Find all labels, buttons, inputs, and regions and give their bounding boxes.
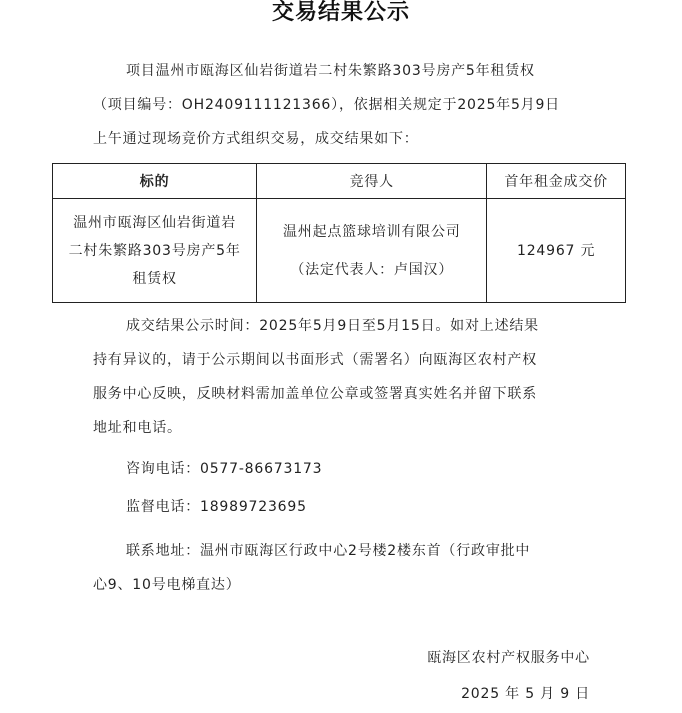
intro-line: （项目编号：OH2409111121366），依据相关规定于2025年5月9日 bbox=[93, 97, 560, 113]
consult-phone: 咨询电话：0577-86673173 bbox=[126, 461, 323, 477]
supervise-phone: 监督电话：18989723695 bbox=[126, 499, 307, 515]
signature-org: 瓯海区农村产权服务中心 bbox=[427, 650, 590, 666]
notice-line: 地址和电话。 bbox=[93, 420, 182, 436]
table-row bbox=[53, 199, 626, 303]
subject-line: 二村朱繁路303号房产5年 bbox=[68, 242, 241, 259]
header-subject: 标的 bbox=[53, 164, 257, 199]
cell-price: 124967 元 bbox=[487, 199, 626, 303]
cell-winner bbox=[257, 199, 487, 303]
contact-address bbox=[93, 534, 593, 602]
result-table bbox=[52, 163, 626, 303]
intro-paragraph bbox=[93, 54, 593, 156]
table-header-row bbox=[53, 164, 626, 199]
intro-line: 项目温州市瓯海区仙岩街道岩二村朱繁路303号房产5年租赁权 bbox=[126, 63, 535, 79]
page-title: 交易结果公示 bbox=[271, 0, 410, 25]
winner-name: 温州起点篮球培训有限公司 bbox=[282, 223, 461, 240]
signature-date: 2025 年 5 月 9 日 bbox=[461, 686, 590, 702]
intro-line: 上午通过现场竞价方式组织交易，成交结果如下： bbox=[93, 131, 419, 147]
address-line: 联系地址：温州市瓯海区行政中心2号楼2楼东首（行政审批中 bbox=[126, 543, 531, 559]
header-price: 首年租金成交价 bbox=[487, 164, 626, 199]
address-line: 心9、10号电梯直达） bbox=[93, 577, 241, 593]
subject-line: 温州市瓯海区仙岩街道岩 bbox=[73, 214, 237, 231]
notice-line: 服务中心反映，反映材料需加盖单位公章或签署真实姓名并留下联系 bbox=[93, 386, 537, 402]
notice-line: 持有异议的，请于公示期间以书面形式（需署名）向瓯海区农村产权 bbox=[93, 352, 537, 368]
notice-paragraph bbox=[93, 309, 593, 445]
cell-subject bbox=[53, 199, 257, 303]
winner-representative: （法定代表人：卢国汉） bbox=[290, 261, 454, 278]
header-winner: 竞得人 bbox=[257, 164, 487, 199]
notice-line: 成交结果公示时间：2025年5月9日至5月15日。如对上述结果 bbox=[126, 318, 539, 334]
subject-line: 租赁权 bbox=[132, 270, 177, 287]
